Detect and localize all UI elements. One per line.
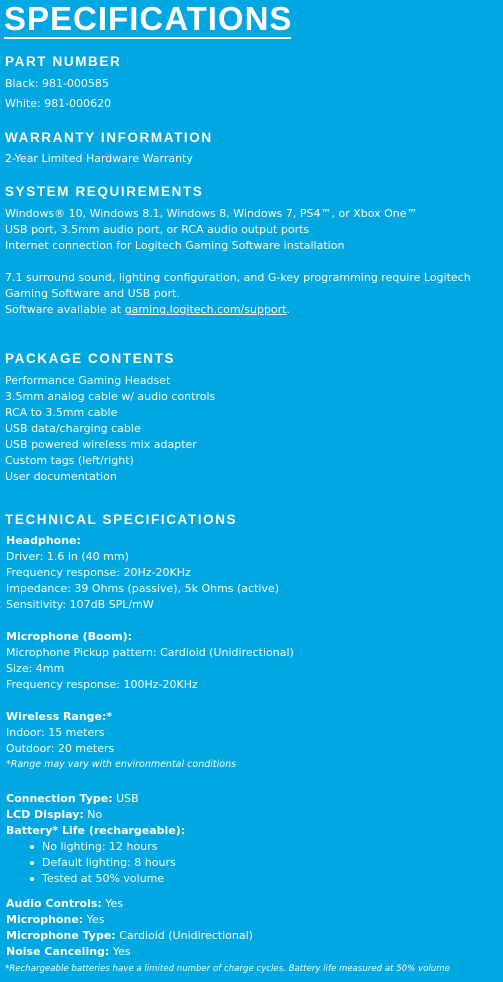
mictype-label: Microphone Type: [6, 929, 116, 942]
headphone-title: Headphone: [6, 534, 81, 547]
bullet-icon [30, 861, 34, 865]
support-link[interactable]: gaming.logitech.com/support [124, 303, 287, 316]
headphone-spec: Frequency response: 20Hz-20KHz [6, 566, 191, 579]
headphone-spec: Impedance: 39 Ohms (passive), 5k Ohms (active) [6, 582, 280, 595]
range-spec: Indoor: 15 meters [6, 726, 105, 739]
bullet-icon [30, 877, 34, 881]
package-heading: PACKAGE CONTENTS [5, 351, 176, 366]
warranty-text: 2-Year Limited Hardware Warranty [5, 152, 193, 165]
headphone-spec: Sensitivity: 107dB SPL/mW [6, 598, 154, 611]
noise-canceling [6, 944, 131, 960]
package-item: 3.5mm analog cable w/ audio controls [5, 390, 216, 403]
part-number-white: White: 981-000620 [5, 97, 112, 110]
connection-value: USB [112, 792, 139, 805]
audio-label: Audio Controls: [6, 897, 102, 910]
battery-item: Tested at 50% volume [42, 872, 165, 885]
system-line: 7.1 surround sound, lighting configuration, and G-key programming require Logitech [5, 271, 471, 284]
microphone-label: Microphone: [6, 913, 84, 926]
microphone-type [6, 928, 253, 944]
mic-spec: Frequency response: 100Hz-20KHz [6, 678, 198, 691]
software-prefix: Software available at [5, 303, 125, 316]
page-title: SPECIFICATIONS [4, 0, 293, 37]
mic-spec: Microphone Pickup pattern: Cardioid (Unidirectional) [6, 646, 294, 659]
package-item: User documentation [5, 470, 117, 483]
audio-value: Yes [101, 897, 124, 910]
package-item: USB data/charging cable [5, 422, 141, 435]
microphone [6, 912, 104, 928]
system-heading: SYSTEM REQUIREMENTS [5, 184, 204, 199]
system-line: Windows® 10, Windows 8.1, Windows 8, Windows 7, PS4™, or Xbox One™ [5, 207, 418, 220]
title-underline [4, 37, 291, 39]
range-note: *Range may vary with environmental conditions [6, 759, 237, 770]
system-line: Gaming Software and USB port. [5, 287, 180, 300]
microphone-value: Yes [83, 913, 105, 926]
package-item: USB powered wireless mix adapter [5, 438, 197, 451]
headphone-spec: Driver: 1.6 in (40 mm) [6, 550, 129, 563]
warranty-heading: WARRANTY INFORMATION [5, 130, 213, 145]
audio-controls [6, 896, 123, 912]
range-title: Wireless Range:* [6, 710, 113, 723]
part-number-black: Black: 981-000585 [5, 77, 109, 90]
battery-item: No lighting: 12 hours [42, 840, 158, 853]
mic-spec: Size: 4mm [6, 662, 65, 675]
package-item: Custom tags (left/right) [5, 454, 134, 467]
battery-title: Battery* Life (rechargeable): [6, 824, 186, 837]
lcd-label: LCD Display: [6, 808, 84, 821]
noise-label: Noise Canceling: [6, 945, 110, 958]
bullet-icon [30, 845, 34, 849]
lcd-display [6, 807, 102, 823]
software-suffix: . [286, 303, 290, 316]
system-line: USB port, 3.5mm audio port, or RCA audio output ports [5, 223, 310, 236]
connection-label: Connection Type: [6, 792, 113, 805]
package-item: Performance Gaming Headset [5, 374, 171, 387]
mictype-value: Cardioid (Unidirectional) [115, 929, 253, 942]
battery-item: Default lighting: 8 hours [42, 856, 176, 869]
noise-value: Yes [109, 945, 131, 958]
system-line: Internet connection for Logitech Gaming Software installation [5, 239, 345, 252]
package-item: RCA to 3.5mm cable [5, 406, 118, 419]
technical-heading: TECHNICAL SPECIFICATIONS [5, 512, 238, 527]
battery-note: *Rechargeable batteries have a limited number of charge cycles. Battery life measured at 50% volume [5, 964, 450, 974]
range-spec: Outdoor: 20 meters [6, 742, 115, 755]
software-availability [5, 302, 290, 318]
mic-title: Microphone (Boom): [6, 630, 133, 643]
lcd-value: No [83, 808, 103, 821]
connection-type [6, 791, 139, 807]
part-number-heading: PART NUMBER [5, 54, 122, 69]
